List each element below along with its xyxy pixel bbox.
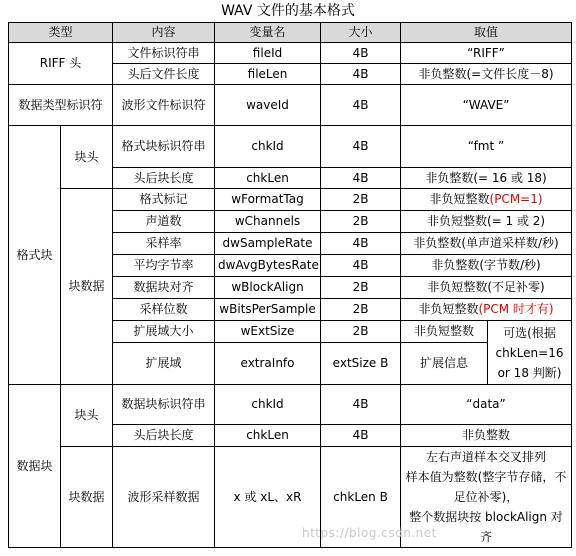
var-cell: wChannels bbox=[215, 211, 321, 233]
var-cell: dwSampleRate bbox=[215, 233, 321, 255]
data-type-cell: 数据块 bbox=[9, 385, 61, 548]
var-cell: chkLen bbox=[215, 425, 321, 447]
value-line: 样本值为整数(整字节存储，不足位补零)， bbox=[405, 470, 567, 504]
value-line: 左右声道样本交叉排列 bbox=[426, 450, 547, 464]
value-note: (PCM 时才有) bbox=[478, 302, 554, 316]
datatype-type-cell: 数据类型标识符 bbox=[9, 85, 113, 126]
size-cell: 2B bbox=[321, 321, 401, 343]
size-cell: 2B bbox=[321, 299, 401, 321]
value-cell: 非负整数(单声道采样数/秒) bbox=[401, 233, 572, 255]
value-cell: “fmt ” bbox=[401, 126, 572, 168]
var-cell: wBitsPerSample bbox=[215, 299, 321, 321]
value-cell: 非负整数(=文件长度－8) bbox=[401, 64, 572, 85]
value-cell: 非负整数(字节数/秒) bbox=[401, 255, 572, 277]
fmt-data-cell: 块数据 bbox=[61, 189, 113, 385]
value-cell: 非负短整数 bbox=[401, 321, 488, 343]
value-note: (PCM=1) bbox=[489, 192, 543, 206]
content-cell: 头后文件长度 bbox=[113, 64, 215, 85]
size-cell: 4B bbox=[321, 126, 401, 168]
size-cell: 2B bbox=[321, 277, 401, 299]
var-cell: dwAvgBytesRate bbox=[215, 255, 321, 277]
size-cell: 4B bbox=[321, 85, 401, 126]
content-cell: 格式标记 bbox=[113, 189, 215, 211]
value-text: 非负短整数 bbox=[429, 192, 490, 206]
size-cell: 2B bbox=[321, 211, 401, 233]
var-cell: wExtSize bbox=[215, 321, 321, 343]
content-cell: 格式块标识符串 bbox=[113, 126, 215, 168]
value-cell bbox=[401, 189, 572, 211]
value-cell: “WAVE” bbox=[401, 85, 572, 126]
header-size: 大小 bbox=[321, 23, 401, 43]
size-cell: 2B bbox=[321, 189, 401, 211]
value-line: 整个数据块按 blockAlign 对齐 bbox=[409, 510, 563, 544]
value-cell: “data” bbox=[401, 385, 572, 425]
size-cell: 4B bbox=[321, 385, 401, 425]
var-cell: chkId bbox=[215, 126, 321, 168]
content-cell: 波形文件标识符 bbox=[113, 85, 215, 126]
var-cell: x 或 xL、xR bbox=[215, 447, 321, 548]
var-cell: fileLen bbox=[215, 64, 321, 85]
value-cell: “RIFF” bbox=[401, 43, 572, 64]
value-cell: 非负整数(= 16 或 18) bbox=[401, 168, 572, 189]
content-cell: 采样率 bbox=[113, 233, 215, 255]
content-cell: 头后块长度 bbox=[113, 168, 215, 189]
wav-format-table bbox=[8, 22, 572, 548]
var-cell: extraInfo bbox=[215, 343, 321, 385]
size-cell: 4B bbox=[321, 168, 401, 189]
size-cell: extSize B bbox=[321, 343, 401, 385]
content-cell: 扩展域 bbox=[113, 343, 215, 385]
content-cell: 数据块对齐 bbox=[113, 277, 215, 299]
optional-note-cell: 可选(根据 chkLen=16 or 18 判断) bbox=[488, 321, 572, 385]
var-cell: wBlockAlign bbox=[215, 277, 321, 299]
var-cell: wFormatTag bbox=[215, 189, 321, 211]
value-cell: 扩展信息 bbox=[401, 343, 488, 385]
header-var: 变量名 bbox=[215, 23, 321, 43]
value-cell: 非负短整数(不足补零) bbox=[401, 277, 572, 299]
content-cell: 扩展域大小 bbox=[113, 321, 215, 343]
header-type: 类型 bbox=[9, 23, 113, 43]
var-cell: chkId bbox=[215, 385, 321, 425]
table-row bbox=[9, 385, 572, 425]
fmt-type-cell: 格式块 bbox=[9, 126, 61, 385]
content-cell: 波形采样数据 bbox=[113, 447, 215, 548]
var-cell: fileId bbox=[215, 43, 321, 64]
value-cell bbox=[401, 299, 572, 321]
size-cell: 4B bbox=[321, 233, 401, 255]
size-cell: 4B bbox=[321, 64, 401, 85]
content-cell: 采样位数 bbox=[113, 299, 215, 321]
value-text: 非负短整数 bbox=[418, 302, 479, 316]
table-row bbox=[9, 85, 572, 126]
content-cell: 声道数 bbox=[113, 211, 215, 233]
header-value: 取值 bbox=[401, 23, 572, 43]
size-cell: 4B bbox=[321, 43, 401, 64]
header-row bbox=[9, 23, 572, 43]
value-cell: 非负整数 bbox=[401, 425, 572, 447]
content-cell: 文件标识符串 bbox=[113, 43, 215, 64]
var-cell: chkLen bbox=[215, 168, 321, 189]
fmt-head-cell: 块头 bbox=[61, 126, 113, 189]
size-cell: 4B bbox=[321, 255, 401, 277]
data-data-cell: 块数据 bbox=[61, 447, 113, 548]
content-cell: 平均字节率 bbox=[113, 255, 215, 277]
table-row bbox=[9, 126, 572, 168]
value-cell: 非负短整数(= 1 或 2) bbox=[401, 211, 572, 233]
riff-type-cell: RIFF 头 bbox=[9, 43, 113, 85]
table-row bbox=[9, 189, 572, 211]
size-cell: chkLen B bbox=[321, 447, 401, 548]
data-head-cell: 块头 bbox=[61, 385, 113, 447]
page-title: WAV 文件的基本格式 bbox=[221, 3, 355, 19]
var-cell: waveId bbox=[215, 85, 321, 126]
watermark: https://blog.csdn.net bbox=[302, 526, 437, 540]
table-row bbox=[9, 447, 572, 548]
table-row bbox=[9, 43, 572, 64]
header-content: 内容 bbox=[113, 23, 215, 43]
content-cell: 数据块标识符串 bbox=[113, 385, 215, 425]
content-cell: 头后块长度 bbox=[113, 425, 215, 447]
size-cell: 4B bbox=[321, 425, 401, 447]
